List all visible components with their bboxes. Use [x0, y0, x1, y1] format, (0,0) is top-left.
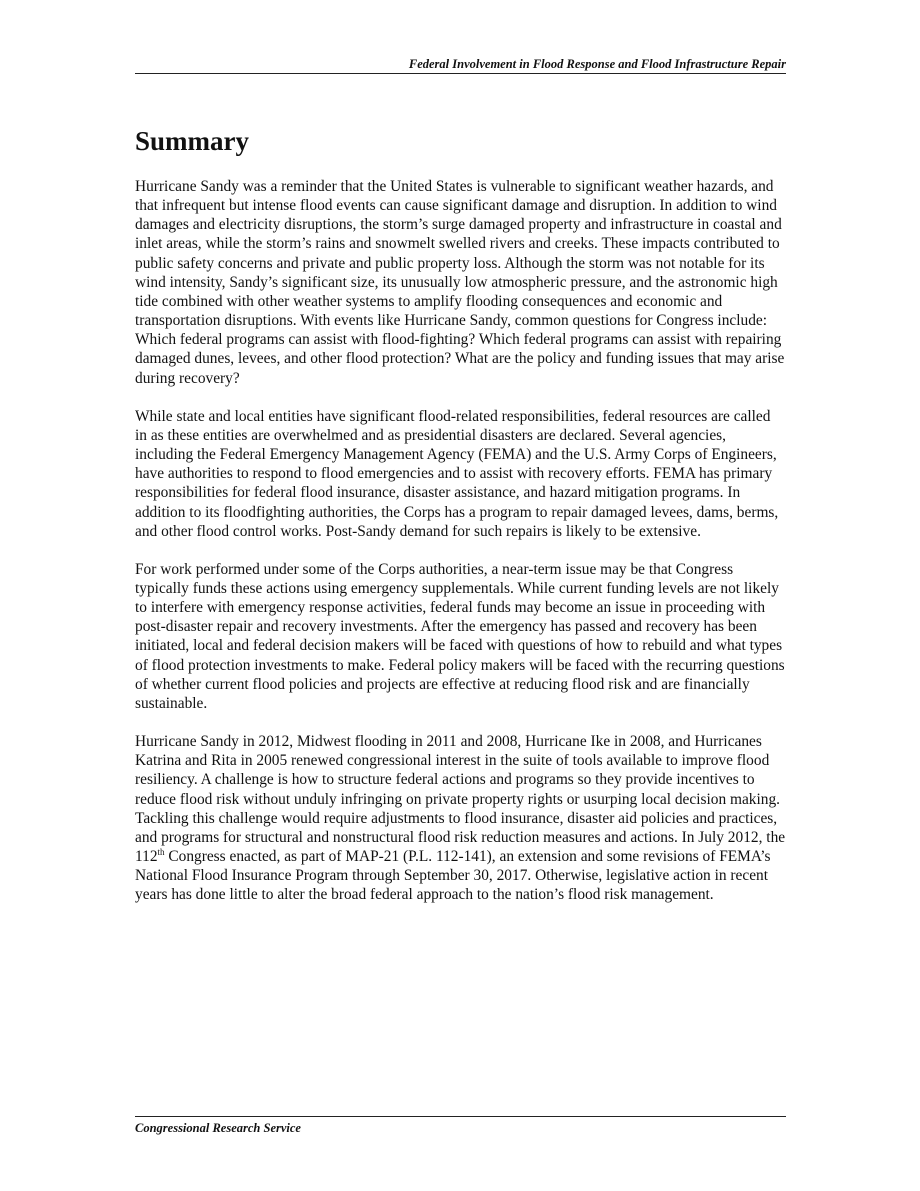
footer-divider: [135, 1116, 786, 1117]
ordinal-suffix: th: [157, 846, 165, 857]
paragraph-4-text-start: Hurricane Sandy in 2012, Midwest flooding in 2011 and 2008, Hurricane Ike in 2008, and Hurricanes Katrina and Rita in 2005 renewed congressional interest in the suite of tools available to improve flood resiliency. A challenge is how to structure federal actions and programs so they provide incentives to reduce flood risk without unduly infringing on private property rights or usurping local decision making. Tackling this challenge would require adjustments to flood insurance, disaster aid policies and practices, and programs for structural and nonstructural flood risk reduction measures and actions. In July 2012, the 112: [135, 733, 786, 865]
paragraph-4: [135, 732, 786, 904]
header-divider: [135, 73, 786, 74]
section-title: Summary: [135, 126, 249, 156]
running-header: Federal Involvement in Flood Response and Flood Infrastructure Repair: [408, 57, 786, 71]
paragraph-4-text-end: Congress enacted, as part of MAP-21 (P.L. 112-141), an extension and some revisions of FEMA’s National Flood Insurance Program through September 30, 2017. Otherwise, legislative action in recent years has done little to alter the broad federal approach to the nation’s flood risk management.: [135, 848, 771, 904]
summary-body: [135, 177, 786, 923]
paragraph-1: Hurricane Sandy was a reminder that the United States is vulnerable to significant weather hazards, and that infrequent but intense flood events can cause significant damage and disruption. In addition to wind damages and electricity disruptions, the storm’s surge damaged property and infrastructure in coastal and inlet areas, while the storm’s rains and snowmelt swelled rivers and creeks. These impacts contributed to public safety concerns and private and public property loss. Although the storm was not notable for its wind intensity, Sandy’s significant size, its unusually low atmospheric pressure, and the astronomic high tide combined with other weather systems to amplify flooding consequences and economic and transportation disruptions. With events like Hurricane Sandy, common questions for Congress include: Which federal programs can assist with flood-fighting? Which federal programs can assist with repairing damaged dunes, levees, and other flood protection? What are the policy and funding issues that may arise during recovery?: [135, 178, 785, 387]
paragraph-2: While state and local entities have significant flood-related responsibilities, federal resources are called in as these entities are overwhelmed and as presidential disasters are declared. Several agencies, including the Federal Emergency Management Agency (FEMA) and the U.S. Army Corps of Engineers, have authorities to respond to flood emergencies and to assist with recovery efforts. FEMA has primary responsibilities for federal flood insurance, disaster assistance, and hazard mitigation programs. In addition to its floodfighting authorities, the Corps has a program to repair damaged levees, dams, berms, and other flood control works. Post-Sandy demand for such repairs is likely to be extensive.: [135, 407, 779, 540]
paragraph-3: For work performed under some of the Corps authorities, a near-term issue may be that Congress typically funds these actions using emergency supplementals. While current funding levels are not likely to interfere with emergency response activities, federal funds may become an issue in proceeding with post-disaster repair and recovery investments. After the emergency has passed and recovery has been initiated, local and federal decision makers will be faced with questions of how to rebuild and what types of flood protection investments to make. Federal policy makers will be faced with the recurring questions of whether current flood policies and projects are effective at reducing flood risk and are financially sustainable.: [135, 560, 785, 712]
footer-publisher: Congressional Research Service: [135, 1121, 301, 1135]
